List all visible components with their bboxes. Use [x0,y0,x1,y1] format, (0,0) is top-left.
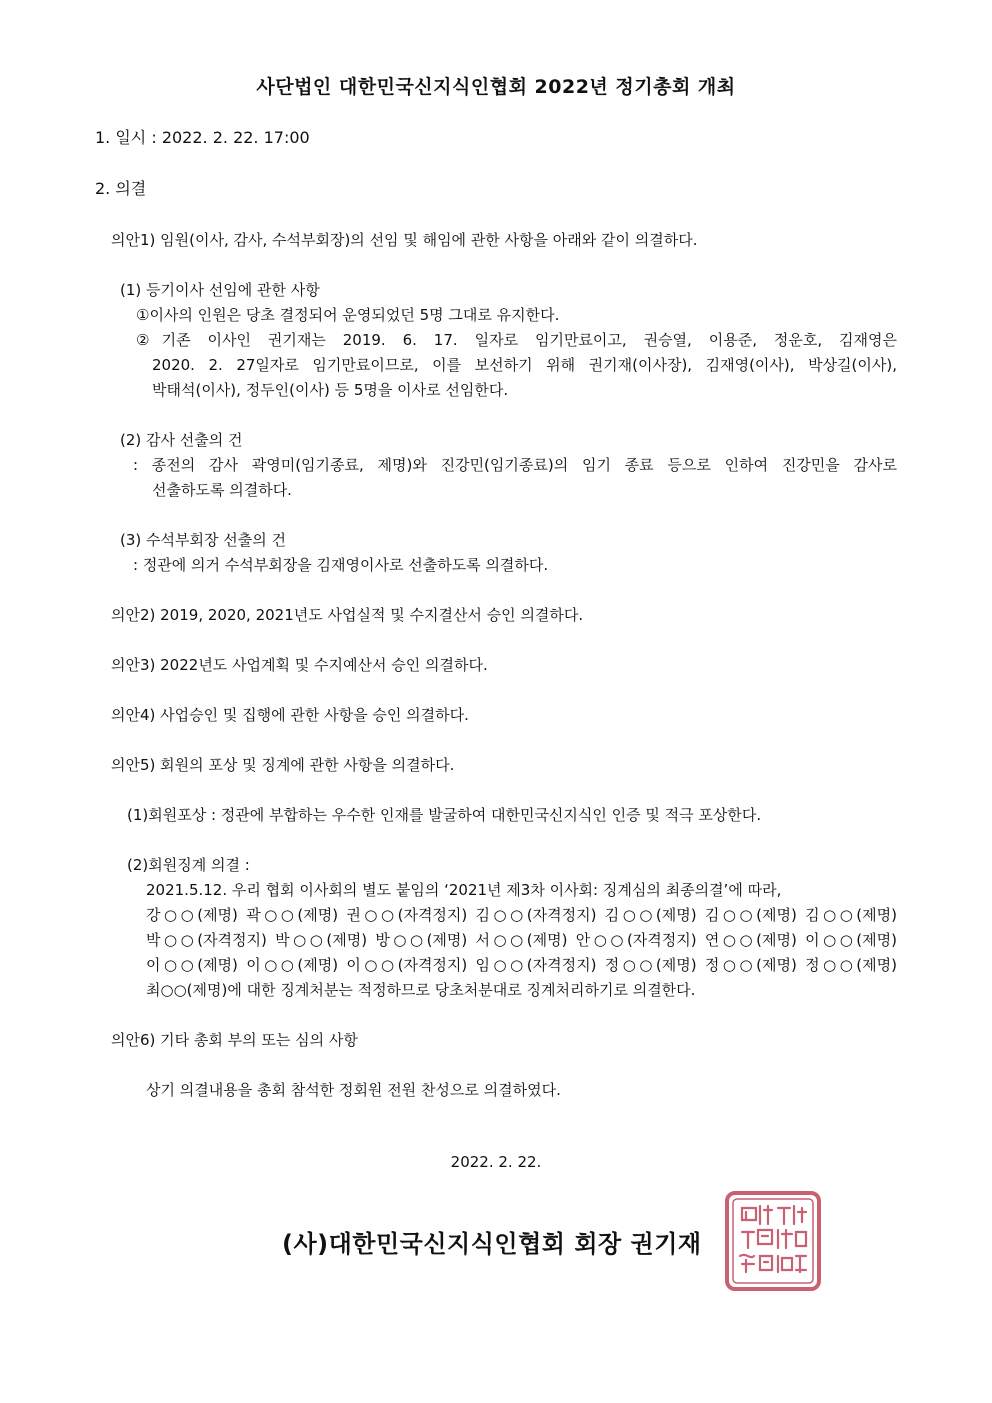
signature-line: (사)대한민국신지식인협회 회장 권기재 [282,1230,702,1258]
agenda1-sub1-p2-line1: ②기존 이사인 권기재는 2019. 6. 17. 일자로 임기만료이고, 권승열, 이용준, 정운호, 김재영은 [136,331,897,349]
conclusion: 상기 의결내용을 총회 참석한 정회원 전원 찬성으로 의결하였다. [146,1081,561,1099]
agenda2: 의안2) 2019, 2020, 2021년도 사업실적 및 수지결산서 승인 의결하다. [111,606,584,624]
agenda5-discipline-line1: 2021.5.12. 우리 협회 이사회의 별도 붙임의 ‘2021년 제3차 이사회: 징계심의 최종의결’에 따라, [146,881,782,899]
agenda3: 의안3) 2022년도 사업계획 및 수지예산서 승인 의결하다. [111,656,488,674]
agenda1-sub1-p1: ①이사의 인원은 당초 결정되어 운영되었던 5명 그대로 유지한다. [136,306,560,324]
item-resolution: 2. 의결 [95,179,147,198]
agenda1-sub1-p2-line2: 2020. 2. 27일자로 임기만료이므로, 이를 보선하기 위해 권기재(이사장), 김재영(이사), 박상길(이사), [152,356,897,374]
agenda1-sub1-heading: (1) 등기이사 선임에 관한 사항 [120,281,320,299]
agenda1-sub1-p2-line3: 박태석(이사), 정두인(이사) 등 5명을 이사로 선임한다. [152,381,509,399]
agenda1-sub3-heading: (3) 수석부회장 선출의 건 [120,531,286,549]
agenda1-heading: 의안1) 임원(이사, 감사, 수석부회장)의 선임 및 해임에 관한 사항을 아래와 같이 의결하다. [111,231,698,249]
agenda5-heading: 의안5) 회원의 포상 및 징계에 관한 사항을 의결하다. [111,756,455,774]
agenda5-discipline-line5: 최○○(제명)에 대한 징계처분는 적정하므로 당초처분대로 징계처리하기로 의결한다. [146,981,696,999]
agenda5-discipline-line3: 박○○(자격정지) 박○○(제명) 방○○(제명) 서○○(제명) 안○○(자격정지) 연○○(제명) 이○○(제명) [146,931,897,949]
official-seal-stamp [724,1190,822,1292]
agenda6: 의안6) 기타 총회 부의 또는 심의 사항 [111,1031,358,1049]
agenda4: 의안4) 사업승인 및 집행에 관한 사항을 승인 의결하다. [111,706,469,724]
agenda5-reward: (1)회원포상 : 정관에 부합하는 우수한 인재를 발굴하여 대한민국신지식인 인증 및 적극 포상한다. [127,806,762,824]
agenda1-sub2-line2: 선출하도록 의결하다. [152,481,292,499]
agenda5-discipline-line4: 이○○(제명) 이○○(제명) 이○○(자격정지) 임○○(자격정지) 정○○(제명) 정○○(제명) 정○○(제명) [146,956,897,974]
agenda5-discipline-line2: 강○○(제명) 곽○○(제명) 권○○(자격정지) 김○○(자격정지) 김○○(제명) 김○○(제명) 김○○(제명) [146,906,897,924]
document-title: 사단법인 대한민국신지식인협회 2022년 정기총회 개최 [256,76,736,98]
agenda1-sub2-line1: : 종전의 감사 곽영미(임기종료, 제명)와 진강민(임기종료)의 임기 종료 등으로 인하여 진강민을 감사로 [133,456,897,474]
agenda5-discipline-heading: (2)회원징계 의결 : [127,856,250,874]
item-schedule: 1. 일시 : 2022. 2. 22. 17:00 [95,128,310,147]
agenda1-sub3-line1: : 정관에 의거 수석부회장을 김재영이사로 선출하도록 의결하다. [133,556,549,574]
seal-shape [727,1193,819,1289]
agenda1-sub2-heading: (2) 감사 선출의 건 [120,431,243,449]
document-date: 2022. 2. 22. [450,1153,542,1171]
